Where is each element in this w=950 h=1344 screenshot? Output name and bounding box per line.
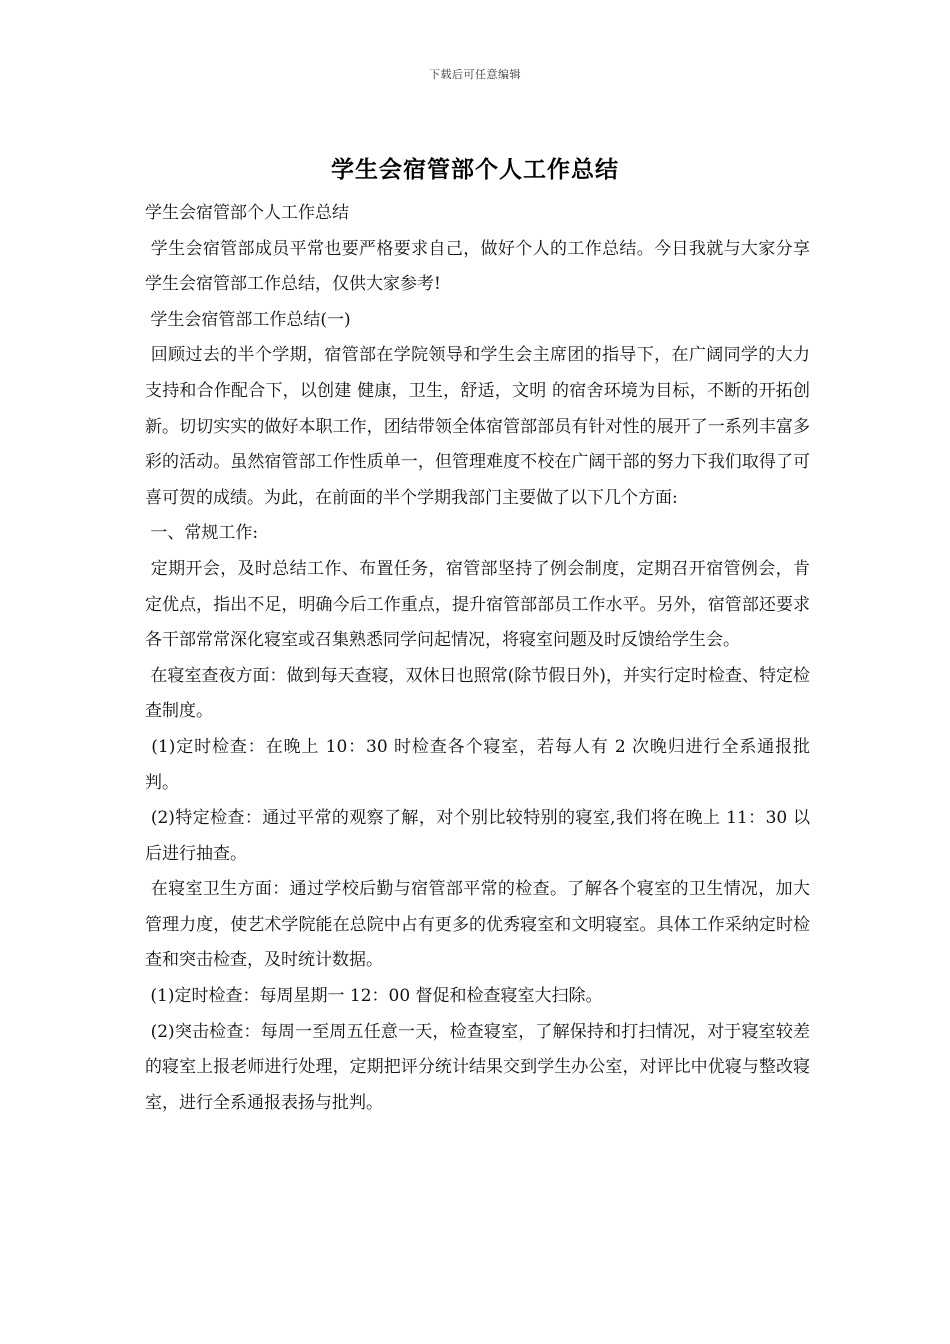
paragraph-surprise-check: (2)突击检查：每周一至周五任意一天，检查寝室，了解保持和打扫情况，对于寝室较差的寝室上报老师进行处理，定期把评分统计结果交到学生办公室，对评比中优寝与整改寝室，进行全系通报表扬与批判。 — [145, 1021, 810, 1113]
paragraph-review: 回顾过去的半个学期，宿管部在学院领导和学生会主席团的指导下，在广阔同学的大力支持和合作配合下，以创建 健康，卫生，舒适，文明 的宿舍环境为目标，不断的开拓创新。切切实实的做好本职工作，团结带领全体宿管部部员有针对性的展开了一系列丰富多彩的活动。虽然宿管部工作性质单一，但管理难度不校在广阔干部的努力下我们取得了可喜可贺的成绩。为此，在前面的半个学期我部门主要做了以下几个方面: — [145, 345, 810, 508]
paragraph-scheduled-check: (1)定时检查：在晚上 10：30 时检查各个寝室，若每人有 2 次晚归进行全系通报批判。 — [145, 736, 810, 793]
paragraph-subtitle: 学生会宿管部个人工作总结 — [145, 203, 349, 223]
header-note: 下载后可任意编辑 — [429, 68, 521, 81]
paragraph-hygiene: 在寝室卫生方面：通过学校后勤与宿管部平常的检查。了解各个寝室的卫生情况，加大管理力度，使艺术学院能在总院中占有更多的优秀寝室和文明寝室。具体工作采纳定时检查和突击检查，及时统计数据。 — [145, 879, 810, 971]
paragraph-night-check: 在寝室查夜方面：做到每天查寝，双休日也照常(除节假日外)，并实行定时检查、特定检查制度。 — [145, 665, 811, 722]
document-title: 学生会宿管部个人工作总结 — [331, 156, 619, 183]
paragraph-routine-heading: 一、常规工作: — [145, 523, 259, 544]
paragraph-meetings: 定期开会，及时总结工作、布置任务，宿管部坚持了例会制度，定期召开宿管例会，肯定优点，指出不足，明确今后工作重点，提升宿管部部员工作水平。另外，宿管部还要求各干部常常深化寝室或召集熟悉同学问起情况，将寝室问题及时反馈给学生会。 — [145, 558, 810, 651]
paragraph-weekly-cleaning: (1)定时检查：每周星期一 12：00 督促和检查寝室大扫除。 — [145, 986, 603, 1007]
document-body — [145, 196, 810, 1121]
paragraph-special-check: (2)特定检查：通过平常的观察了解，对个别比较特别的寝室,我们将在晚上 11：30 以后进行抽查。 — [145, 808, 811, 864]
paragraph-intro: 学生会宿管部成员平常也要严格要求自己，做好个人的工作总结。今日我就与大家分享学生会宿管部工作总结，仅供大家参考! — [145, 238, 810, 295]
paragraph-section-heading: 学生会宿管部工作总结(一) — [145, 309, 351, 330]
